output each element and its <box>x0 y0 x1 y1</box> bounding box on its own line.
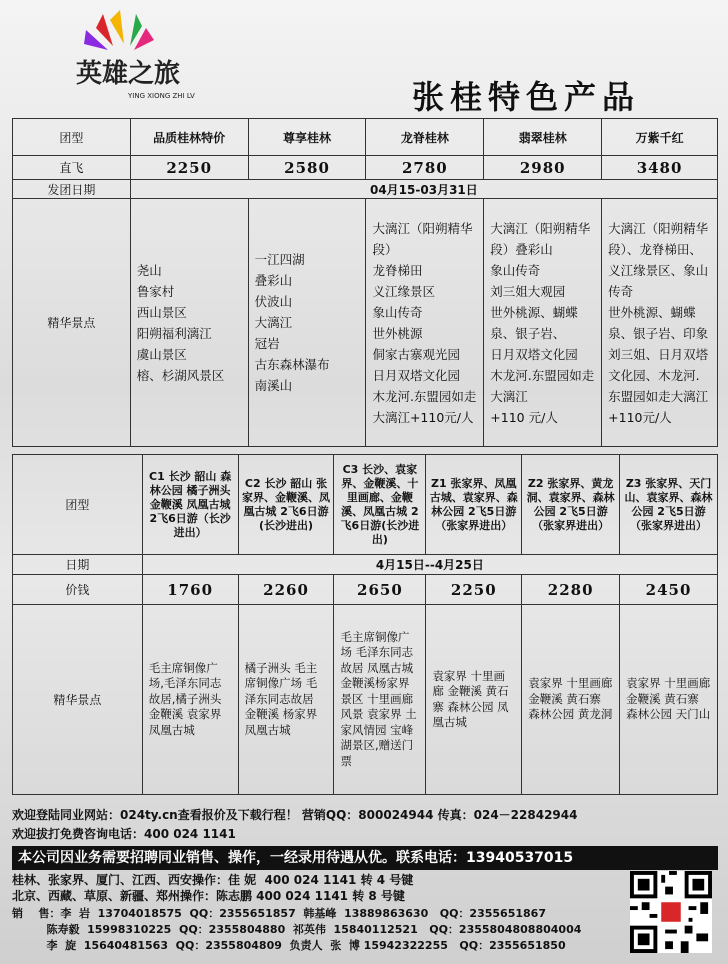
site-item: 伏波山 <box>254 294 293 309</box>
tour-name: 龙脊桂林 <box>366 119 484 156</box>
contact-line: 李 旋 15640481563 QQ：2355804809 负责人 张 博 15942322255 QQ：2355651850 <box>12 939 566 952</box>
site-item: 龙脊梯田 <box>372 262 423 278</box>
tour-sites: 毛主席铜像广场 毛泽东同志故居 凤凰古城金鞭溪杨家界景区 十里画廊风景 袁家界 土家风情园 宝峰湖景区,赠送门票 <box>334 605 426 795</box>
recruit-banner: 本公司因业务需要招聘同业销售、操作，一经录用待遇从优。联系电话：13940537015 <box>12 846 718 870</box>
departure-date: 04月15-03月31日 <box>130 180 717 199</box>
tour-name: 翡翠桂林 <box>484 119 602 156</box>
brand-logo <box>58 6 248 106</box>
tour-price: 2250 <box>426 575 522 605</box>
site-item: 西山景区 <box>136 304 187 320</box>
site-item: 象山传奇 <box>372 304 423 320</box>
brand-pinyin: YING XIONG ZHI LV <box>128 92 195 100</box>
tour-price: 2450 <box>620 575 718 605</box>
contact-line: 销 售：李 岩 13704018575 QQ：2355651857 韩基峰 13889863630 QQ：2355651867 <box>12 907 546 920</box>
site-item: 侗家古寨观光园 <box>372 346 460 362</box>
tour-price: 2980 <box>484 156 602 180</box>
tour-name: C2 长沙 韶山 张家界、金鞭溪、凤凰古城 2飞6日游(长沙进出) <box>238 455 334 555</box>
table-row <box>13 119 718 156</box>
site-item: 大漓江（阳朔精华段） <box>372 220 473 257</box>
table-row <box>13 156 718 180</box>
brand-name: 英雄之旅 <box>76 59 181 89</box>
tour-price: 2580 <box>248 156 366 180</box>
row-label-sites: 精华景点 <box>13 605 143 795</box>
table-row <box>13 575 718 605</box>
tour-price: 2780 <box>366 156 484 180</box>
site-item: 世外桃源、蝴蝶泉、银子岩、 <box>490 304 578 341</box>
site-item: 虞山景区 <box>136 346 187 362</box>
row-label-direct: 直飞 <box>13 156 131 180</box>
tour-sites <box>484 199 602 447</box>
site-item: 南溪山 <box>254 378 293 393</box>
tour-name: 尊享桂林 <box>248 119 366 156</box>
site-item: 鲁家村 <box>136 283 175 299</box>
tour-sites <box>248 199 366 447</box>
row-label-group: 团型 <box>13 455 143 555</box>
website-line: 欢迎登陆同业网站：024ty.cn查看报价及下载行程！ 营销QQ：800024944 传真：024－22842944 <box>12 808 578 822</box>
tour-price: 2250 <box>130 156 248 180</box>
tour-sites: 毛主席铜像广场,毛泽东同志故居,橘子洲头 金鞭溪 袁家界 凤凰古城 <box>142 605 238 795</box>
site-item: 象山传奇 <box>490 262 541 278</box>
tour-name: Z3 张家界、天门山、袁家界、森林公园 2飞5日游（张家界进出） <box>620 455 718 555</box>
row-label-date: 日期 <box>13 555 143 575</box>
qr-code <box>630 871 712 953</box>
tour-name: C3 长沙、袁家界、金鞭溪、十里画廊、金鞭溪、凤凰古城 2飞6日游(长沙进出) <box>334 455 426 555</box>
site-item: 世外桃源 <box>372 325 423 341</box>
contact-line: 陈寿毅 15998310225 QQ：2355804880 祁英伟 15840112521 QQ：2355804808804004 <box>12 923 582 936</box>
row-label-date: 发团日期 <box>13 180 131 199</box>
site-item: 榕、杉湖风景区 <box>136 367 225 383</box>
page-title: 张桂特色产品 <box>412 78 641 116</box>
site-item: 木龙河.东盟园如走大漓江 <box>490 367 595 404</box>
tour-sites: 袁家界 十里画廊 金鞭溪 黄石寨 森林公园 天门山 <box>620 605 718 795</box>
tour-sites <box>366 199 484 447</box>
row-label-group: 团型 <box>13 119 131 156</box>
tour-price: 2280 <box>522 575 620 605</box>
site-item: 古东森林瀑布 <box>254 357 330 372</box>
site-item: 阳朔福利漓江 <box>136 325 212 341</box>
tour-sites <box>130 199 248 447</box>
tour-name: Z2 张家界、黄龙洞、袁家界、森林公园 2飞5日游（张家界进出） <box>522 455 620 555</box>
tour-sites <box>602 199 718 447</box>
hotline-line: 欢迎拔打免费咨询电话：400 024 1141 <box>12 827 236 841</box>
contact-line: 桂林、张家界、厦门、江西、西安操作：佳 妮 400 024 1141 转 4 号键 <box>12 873 414 887</box>
zhangjiajie-products-table <box>12 454 718 795</box>
site-item: 义江缘景区 <box>372 283 435 299</box>
tour-name: 万紫千红 <box>602 119 718 156</box>
table-row <box>13 199 718 447</box>
site-item: 大漓江（阳朔精华段）叠彩山 <box>490 220 591 257</box>
site-item: +110 元/人 <box>490 409 558 425</box>
tour-sites: 袁家界 十里画廊 金鞭溪 黄石寨 森林公园 凤凰古城 <box>426 605 522 795</box>
site-item: 大漓江 <box>254 315 293 330</box>
table-row <box>13 555 718 575</box>
tour-price: 1760 <box>142 575 238 605</box>
departure-date: 4月15日--4月25日 <box>142 555 717 575</box>
guilin-products-table <box>12 118 718 447</box>
table-row <box>13 605 718 795</box>
tour-sites: 袁家界 十里画廊 金鞭溪 黄石寨 森林公园 黄龙洞 <box>522 605 620 795</box>
site-item: 日月双塔文化园 <box>490 346 578 362</box>
tour-price: 3480 <box>602 156 718 180</box>
row-label-price: 价钱 <box>13 575 143 605</box>
site-item: 世外桃源、蝴蝶泉、银子岩、印象刘三姐、日月双塔文化园、木龙河.东盟园如走大漓江+110元/人 <box>608 304 709 425</box>
site-item: 尧山 <box>136 262 162 278</box>
tour-name: C1 长沙 韶山 森林公园 橘子洲头 金鞭溪 凤凰古城 2飞6日游（长沙进出） <box>142 455 238 555</box>
row-label-sites: 精华景点 <box>13 199 131 447</box>
site-item: 刘三姐大观园 <box>490 283 566 299</box>
site-item: 日月双塔文化园 <box>372 367 460 383</box>
table-row <box>13 180 718 199</box>
contact-line: 北京、西藏、草原、新疆、郑州操作：陈志鹏 400 024 1141 转 8 号键 <box>12 889 405 903</box>
tour-sites: 橘子洲头 毛主席铜像广场 毛泽东同志故居 金鞭溪 杨家界 凤凰古城 <box>238 605 334 795</box>
table-row <box>13 455 718 555</box>
color-splash <box>84 10 154 50</box>
tour-name: Z1 张家界、凤凰古城、袁家界、森林公园 2飞5日游（张家界进出） <box>426 455 522 555</box>
site-item: 大漓江（阳朔精华段）、龙脊梯田、义江缘景区、象山传奇 <box>608 220 709 299</box>
tour-price: 2650 <box>334 575 426 605</box>
site-item: 叠彩山 <box>254 273 293 288</box>
site-item: 冠岩 <box>254 336 280 351</box>
site-item: 木龙河.东盟园如走大漓江+110元/人 <box>372 388 477 425</box>
tour-price: 2260 <box>238 575 334 605</box>
tour-name: 品质桂林特价 <box>130 119 248 156</box>
site-item: 一江四湖 <box>254 252 305 267</box>
